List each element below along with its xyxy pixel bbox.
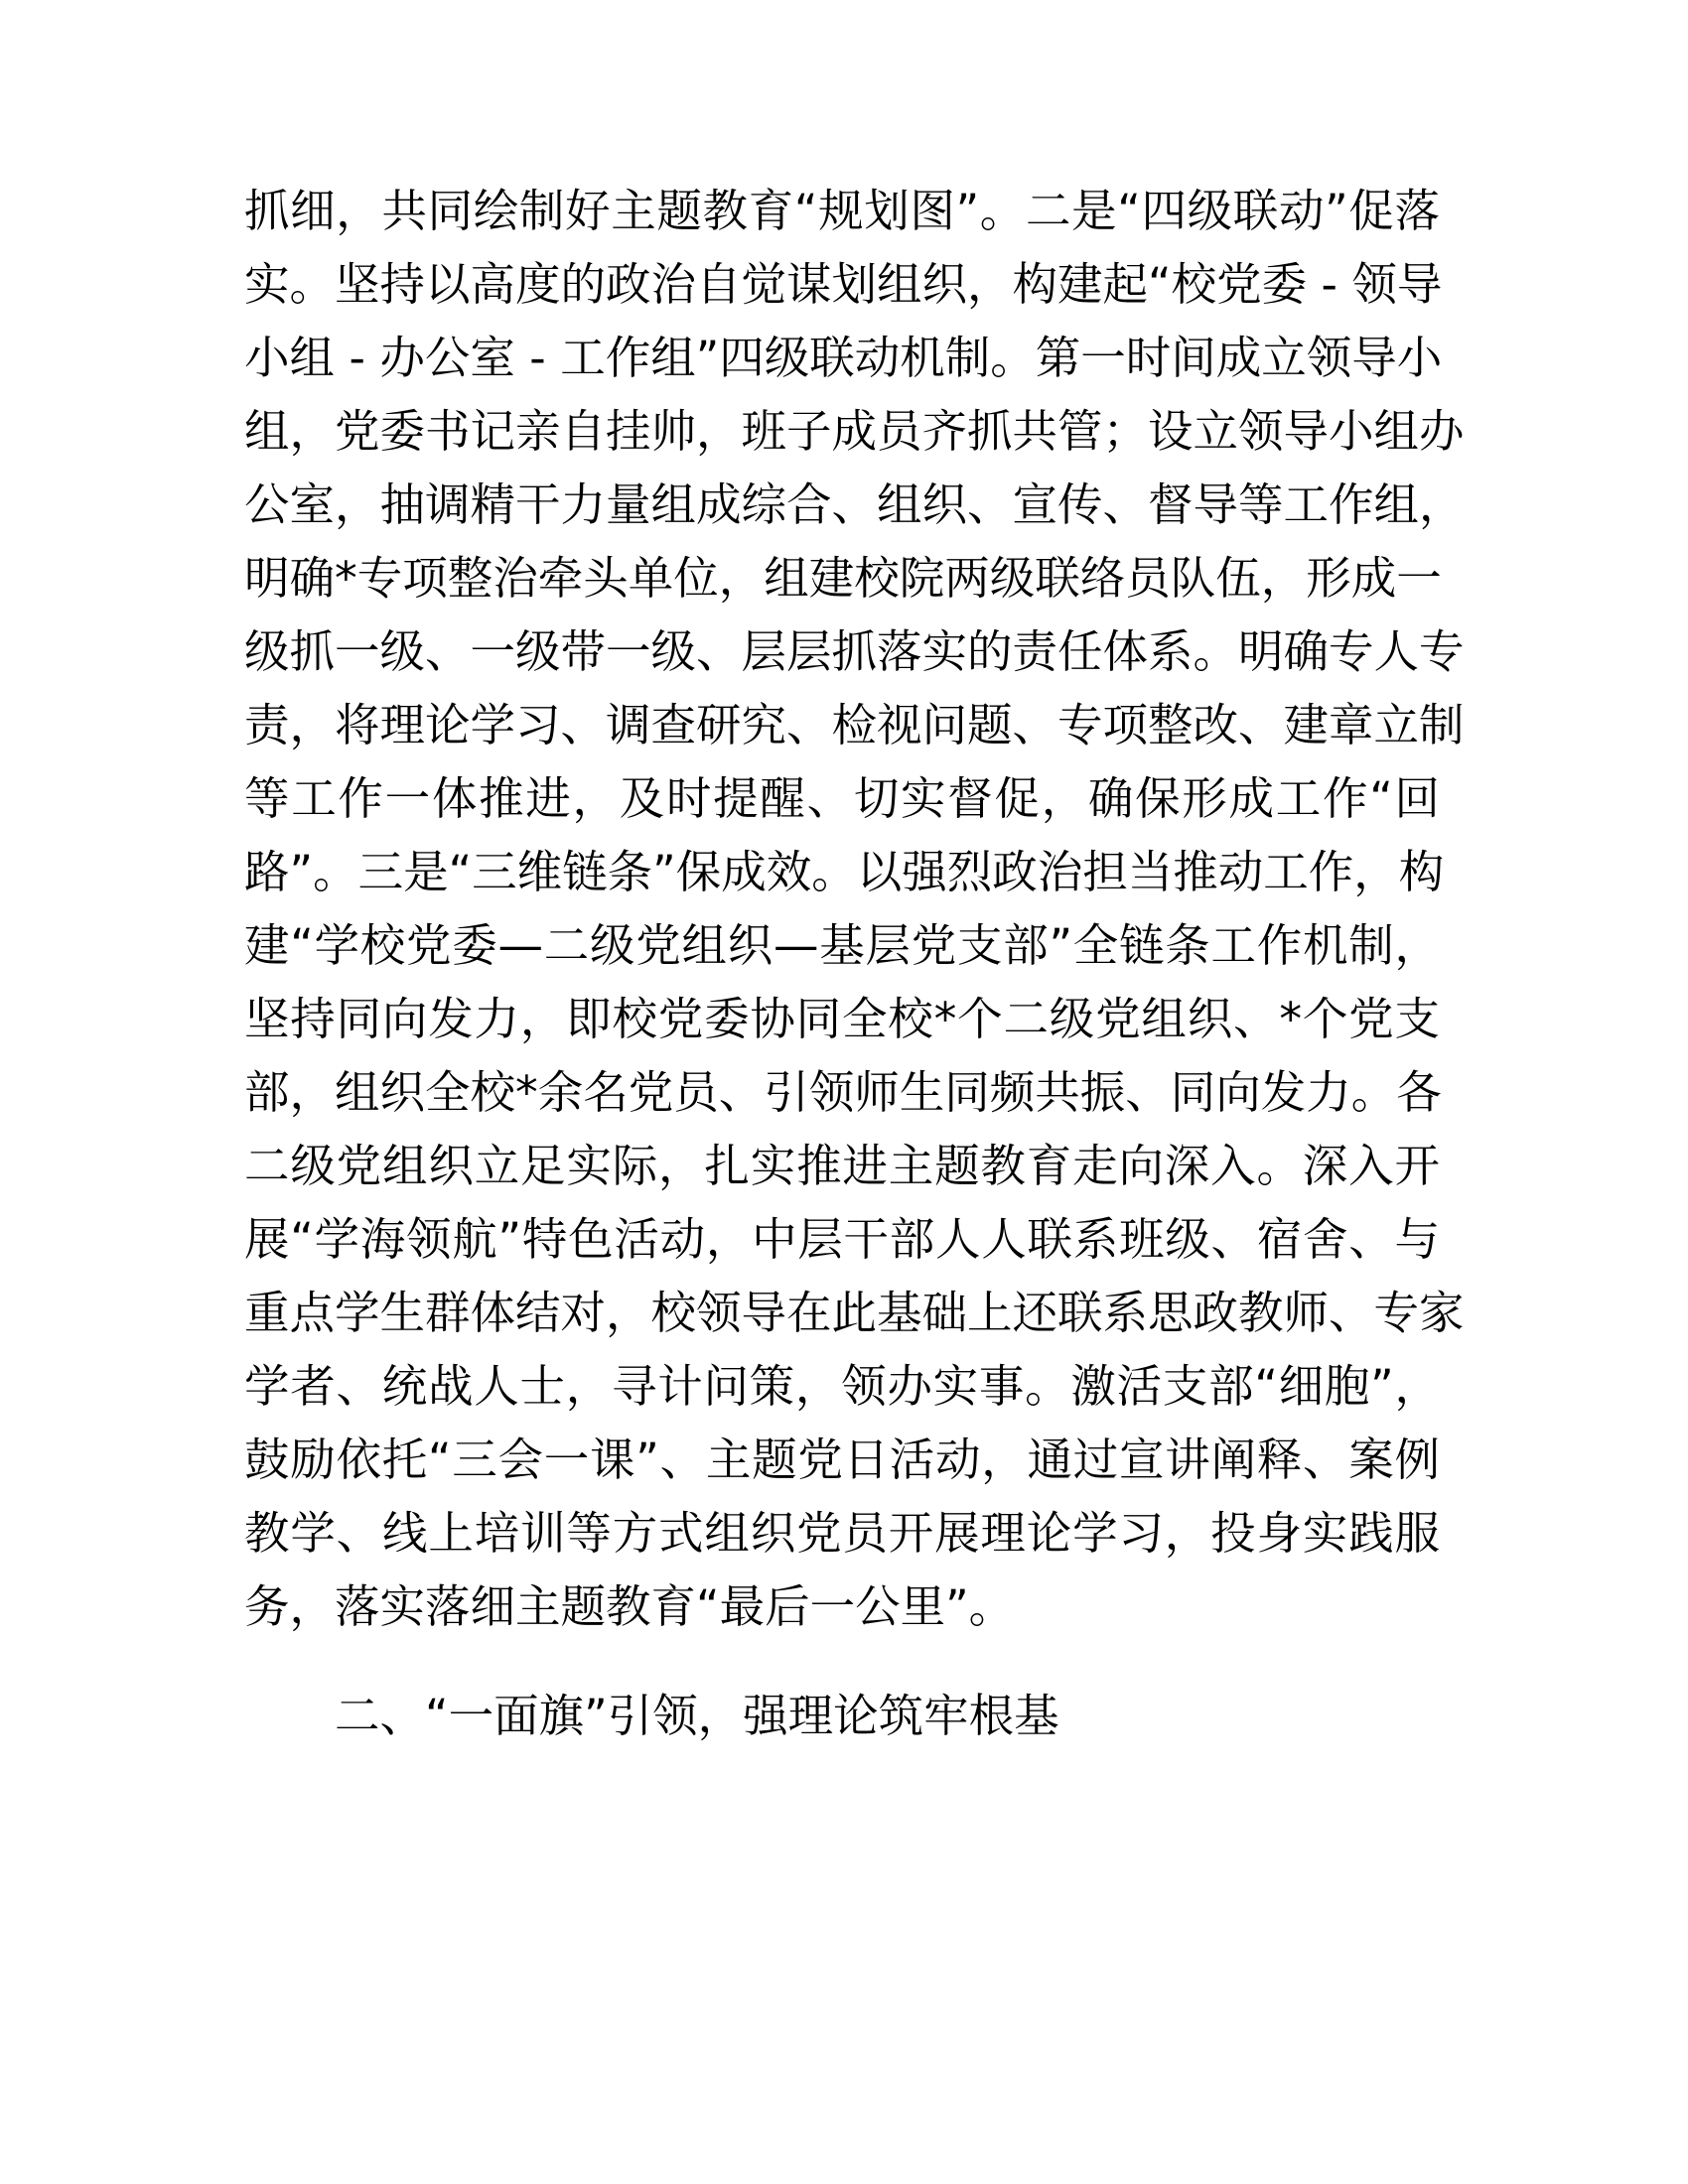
text-line: 部，组织全校*余名党员、引领师生同频共振、同向发力。各 — [244, 1066, 1442, 1119]
text-line: 路”。三是“三维链条”保成效。以强烈政治担当推动工作，构 — [244, 846, 1445, 898]
text-line: 抓细，共同绘制好主题教育“规划图”。二是“四级联动”促落 — [244, 185, 1440, 237]
text-line: 二级党组织立足实际，扎实推进主题教育走向深入。深入开 — [244, 1140, 1440, 1192]
text-line: 学者、统战人士，寻计问策，领办实事。激活支部“细胞”， — [244, 1360, 1440, 1413]
text-line: 等工作一体推进，及时提醒、切实督促，确保形成工作“回 — [244, 772, 1440, 825]
text-line: 组，党委书记亲自挂帅，班子成员齐抓共管；设立领导小组办 — [244, 405, 1465, 458]
section-heading: 二、“一面旗”引领，强理论筑牢根基 — [335, 1690, 1059, 1742]
text-line: 鼓励依托“三会一课”、主题党日活动，通过宣讲阐释、案例 — [244, 1433, 1440, 1486]
text-line: 教学、线上培训等方式组织党员开展理论学习，投身实践服 — [244, 1507, 1440, 1560]
text-line: 建“学校党委—二级党组织—基层党支部”全链条工作机制， — [244, 919, 1440, 972]
text-line: 务，落实落细主题教育“最后一公里”。 — [244, 1580, 1015, 1633]
document-text-body — [244, 175, 1465, 1753]
text-line: 公室，抽调精干力量组成综合、组织、宣传、督导等工作组， — [244, 478, 1465, 531]
text-line: 级抓一级、一级带一级、层层抓落实的责任体系。明确专人专 — [244, 625, 1465, 678]
body-paragraph — [244, 175, 1465, 1644]
text-line: 明确*专项整治牵头单位，组建校院两级联络员队伍，形成一 — [244, 552, 1442, 605]
text-line: 实。坚持以高度的政治自觉谋划组织，构建起“校党委 - 领导 — [244, 258, 1443, 311]
text-line: 展“学海领航”特色活动，中层干部人人联系班级、宿舍、与 — [244, 1213, 1440, 1266]
paragraph-spacer — [244, 1644, 1440, 1680]
text-line: 小组 - 办公室 - 工作组”四级联动机制。第一时间成立领导小 — [244, 332, 1443, 384]
text-line: 责，将理论学习、调查研究、检视问题、专项整改、建章立制 — [244, 699, 1465, 751]
text-line: 重点学生群体结对，校领导在此基础上还联系思政教师、专家 — [244, 1287, 1465, 1339]
text-line: 坚持同向发力，即校党委协同全校*个二级党组织、*个党支 — [244, 993, 1440, 1045]
